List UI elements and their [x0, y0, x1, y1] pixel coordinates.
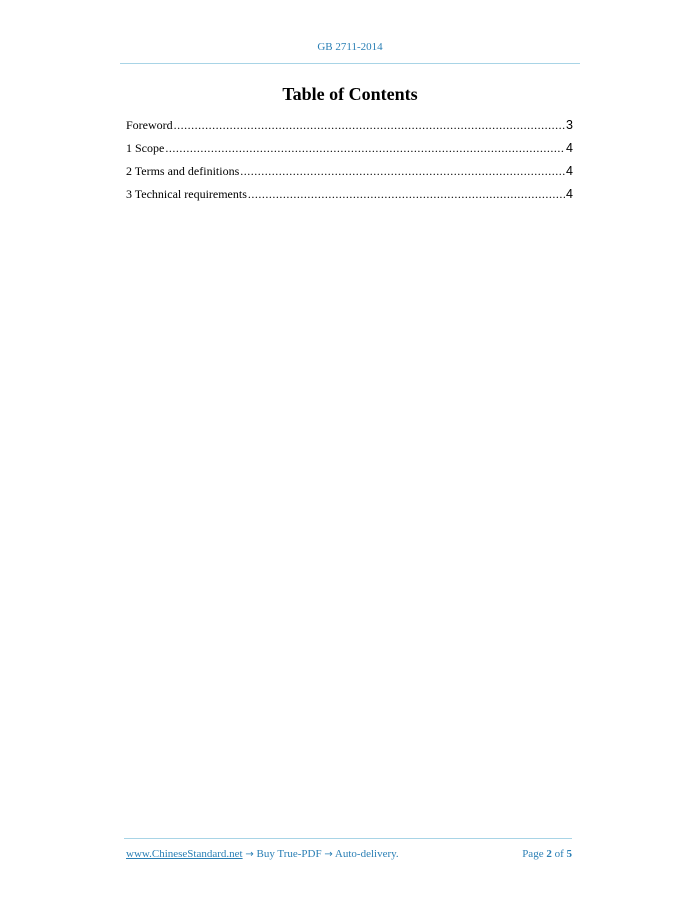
toc-entry-label: 1 Scope: [126, 141, 165, 155]
toc-entry-technical-requirements[interactable]: [126, 187, 573, 210]
total-pages-number: 5: [566, 848, 572, 860]
current-page-number: 2: [546, 848, 552, 860]
toc-page-number: 4: [566, 141, 573, 155]
toc-entry-terms-and-definitions[interactable]: [126, 164, 573, 187]
header-divider: [120, 63, 580, 64]
page-indicator: [522, 848, 572, 860]
of-word: of: [554, 848, 564, 860]
page-word: Page: [522, 848, 544, 860]
footer-divider: [124, 838, 572, 839]
buy-true-pdf-text: Buy True-PDF: [256, 848, 322, 860]
toc-page-number: 4: [566, 164, 573, 178]
page-title: Table of Contents: [282, 84, 418, 104]
toc-dot-leader: [165, 141, 565, 156]
running-header: GB 2711-2014: [317, 41, 383, 53]
toc-entry-label: 2 Terms and definitions: [126, 164, 240, 178]
website-link[interactable]: www.ChineseStandard.net: [126, 848, 243, 860]
toc-entry-scope[interactable]: [126, 141, 573, 164]
toc-dot-leader: [174, 118, 565, 133]
toc-entry-label: 3 Technical requirements: [126, 187, 247, 201]
toc-entry-label: Foreword: [126, 118, 173, 132]
right-arrow-icon: →: [324, 849, 333, 860]
auto-delivery-text: Auto-delivery.: [334, 848, 399, 860]
footer-promo: [126, 848, 399, 860]
table-of-contents: [126, 118, 573, 210]
toc-dot-leader: [240, 164, 565, 179]
right-arrow-icon: →: [245, 849, 254, 860]
toc-entry-foreword[interactable]: [126, 118, 573, 141]
toc-dot-leader: [248, 187, 565, 202]
toc-page-number: 3: [566, 118, 573, 132]
toc-page-number: 4: [566, 187, 573, 201]
